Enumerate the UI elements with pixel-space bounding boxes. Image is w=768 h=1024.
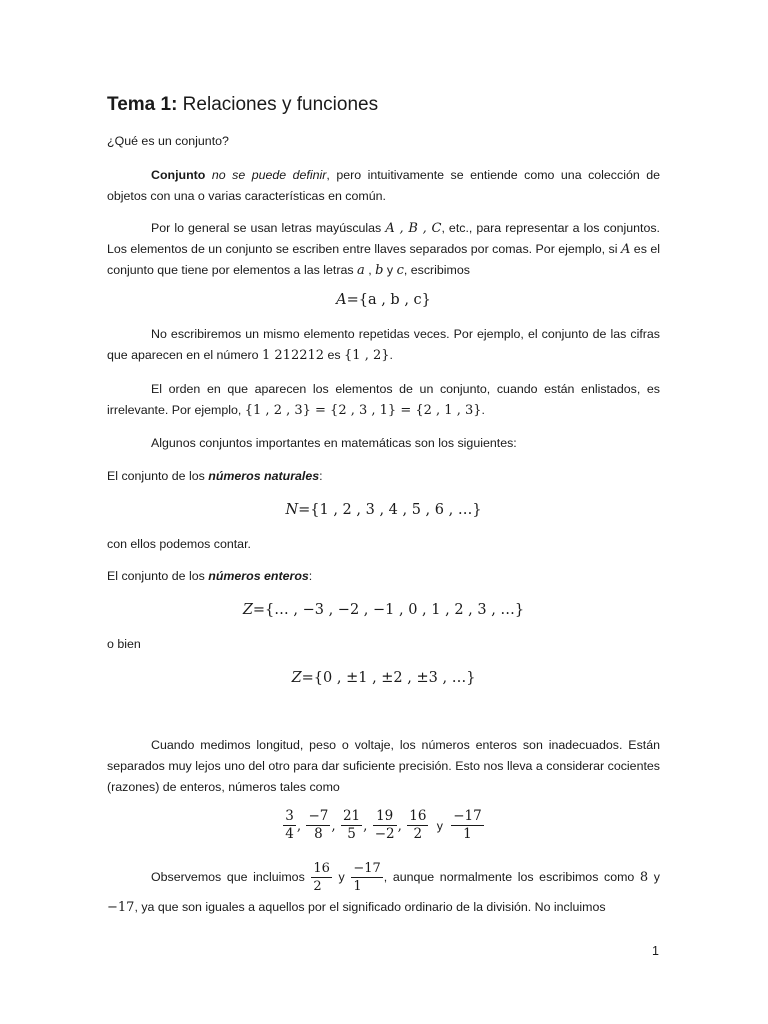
conjunction-text: y bbox=[436, 818, 443, 833]
paragraph-notation bbox=[107, 218, 660, 281]
fraction bbox=[283, 808, 296, 843]
paragraph-count: con ellos podemos contar. bbox=[107, 537, 251, 551]
numerator: 16 bbox=[409, 808, 427, 824]
paragraph-text: Observemos que incluimos bbox=[151, 869, 311, 884]
numerator: −17 bbox=[353, 861, 381, 876]
paragraph-text: : bbox=[308, 569, 313, 583]
paragraph-measurement bbox=[107, 735, 660, 798]
paragraph-text: , bbox=[364, 263, 376, 277]
equation-set-a bbox=[107, 290, 660, 310]
paragraph-text: , aunque normalmente los escribimos como bbox=[383, 869, 640, 884]
denominator: 2 bbox=[311, 877, 332, 895]
equation-rhs: ={a , b , c} bbox=[346, 292, 431, 308]
numerator: 3 bbox=[285, 808, 294, 824]
fraction bbox=[341, 808, 362, 843]
paragraph-text: El conjunto de los bbox=[107, 469, 209, 483]
page-title bbox=[107, 93, 378, 117]
question-line: ¿Qué es un conjunto? bbox=[107, 134, 229, 148]
paragraph-repetition bbox=[107, 324, 660, 366]
emphasis-text: no se puede definir bbox=[205, 168, 327, 182]
paragraph-text: , escribimos bbox=[403, 263, 470, 277]
numerator: −17 bbox=[453, 808, 482, 824]
fraction bbox=[407, 808, 428, 843]
paragraph-text: y bbox=[332, 869, 351, 884]
fraction bbox=[451, 808, 484, 843]
title-text: Relaciones y funciones bbox=[177, 94, 379, 115]
paragraph-text: No escribiremos un mismo elemento repetidas veces. Por ejemplo, el conjunto de las cifras que aparecen en el número bbox=[107, 327, 660, 362]
equation-integers-alt bbox=[107, 668, 660, 688]
equation-rhs: ={0 , ±1 , ±2 , ±3 , …} bbox=[301, 670, 476, 686]
paragraph-text: es bbox=[324, 348, 345, 362]
denominator: 1 bbox=[451, 825, 484, 843]
denominator: 8 bbox=[306, 825, 330, 843]
paragraph-text: El orden en que aparecen los elementos de un conjunto, cuando están enlistados, es irrelevante. Por ejemplo, bbox=[107, 382, 660, 417]
equation-rhs: ={… , −3 , −2 , −1 , 0 , 1 , 2 , 3 , …} bbox=[252, 602, 525, 618]
paragraph-or: o bien bbox=[107, 637, 141, 651]
denominator: 2 bbox=[407, 825, 428, 843]
paragraph-integers bbox=[107, 566, 660, 587]
math-inline: 1 212212 bbox=[262, 348, 325, 363]
paragraph-text: es el conjunto que tiene por elementos a las letras bbox=[107, 242, 660, 277]
math-inline: {1 , 2} bbox=[344, 348, 390, 363]
equation-naturals bbox=[107, 500, 660, 520]
paragraph-text: Algunos conjuntos importantes en matemáticas son los siguientes: bbox=[151, 436, 517, 450]
equation-rhs: ={1 , 2 , 3 , 4 , 5 , 6 , …} bbox=[298, 502, 482, 518]
equation-lhs: Z bbox=[291, 670, 302, 686]
paragraph-text: y bbox=[648, 869, 660, 884]
fraction bbox=[373, 808, 397, 843]
paragraph-text: , pero intuitivamente se entiende como una colección de objetos con una o varias características en común. bbox=[107, 168, 660, 203]
paragraph-text: Por lo general se usan letras mayúsculas bbox=[151, 221, 386, 235]
math-inline: A bbox=[620, 242, 631, 257]
numerator: −7 bbox=[308, 808, 329, 824]
page-number: 1 bbox=[652, 944, 659, 958]
math-inline: c bbox=[396, 263, 404, 278]
paragraph-naturals bbox=[107, 466, 660, 487]
denominator: 5 bbox=[341, 825, 362, 843]
math-inline: 8 bbox=[639, 869, 649, 885]
equation-integers bbox=[107, 600, 660, 620]
math-inline: −17 bbox=[107, 900, 135, 915]
fraction bbox=[351, 860, 382, 895]
paragraph-text: . bbox=[389, 348, 393, 362]
term-conjunto: Conjunto bbox=[151, 168, 206, 182]
paragraph-text: y bbox=[383, 263, 397, 277]
paragraph-text: . bbox=[481, 403, 485, 417]
fraction bbox=[306, 808, 330, 843]
paragraph-important-sets bbox=[107, 433, 660, 454]
math-inline: {1 , 2 , 3} = {2 , 3 , 1} = {2 , 1 , 3} bbox=[244, 403, 482, 418]
equation-lhs: A bbox=[336, 292, 347, 308]
paragraph-order bbox=[107, 379, 660, 421]
paragraph-definition bbox=[107, 165, 660, 207]
paragraph-text: , ya que son iguales a aquellos por el significado ordinario de la división. No incluimos bbox=[134, 900, 606, 914]
title-label: Tema 1: bbox=[107, 94, 178, 115]
fractions-row: $\frac{3}{4}$ , $\frac{-7}{8}$ , $\frac{21}{5}$ , $\frac{19}{-2}$ , $\frac{16}{2}$ y $\frac{-17}{1}$ bbox=[285, 808, 482, 842]
paragraph-text: : bbox=[319, 469, 323, 483]
paragraph-text: , etc., para representar a los conjuntos. Los elementos de un conjunto se escriben entre llaves separados por comas. Por ejemplo, si bbox=[107, 221, 660, 256]
term-naturales: números naturales bbox=[208, 469, 320, 483]
paragraph-text: El conjunto de los bbox=[107, 569, 209, 583]
term-enteros: números enteros bbox=[208, 569, 309, 583]
numerator: 19 bbox=[376, 808, 394, 824]
equation-lhs: N bbox=[285, 502, 299, 518]
numerator: 16 bbox=[313, 861, 330, 876]
denominator: 1 bbox=[351, 877, 382, 895]
paragraph-observation bbox=[107, 860, 660, 920]
math-inline: a bbox=[357, 263, 365, 278]
paragraph-text: Cuando medimos longitud, peso o voltaje, los números enteros son inadecuados. Están separados muy lejos uno del otro para dar suficiente precisión. Esto nos lleva a considerar cocientes (razones) de enteros, números tales como bbox=[107, 738, 660, 794]
denominator: 4 bbox=[285, 826, 294, 842]
fraction bbox=[311, 860, 332, 895]
equation-lhs: Z bbox=[242, 602, 253, 618]
math-inline: A , B , C bbox=[385, 221, 442, 236]
numerator: 21 bbox=[342, 808, 361, 824]
denominator: −2 bbox=[374, 826, 395, 842]
math-inline: b bbox=[375, 263, 384, 278]
